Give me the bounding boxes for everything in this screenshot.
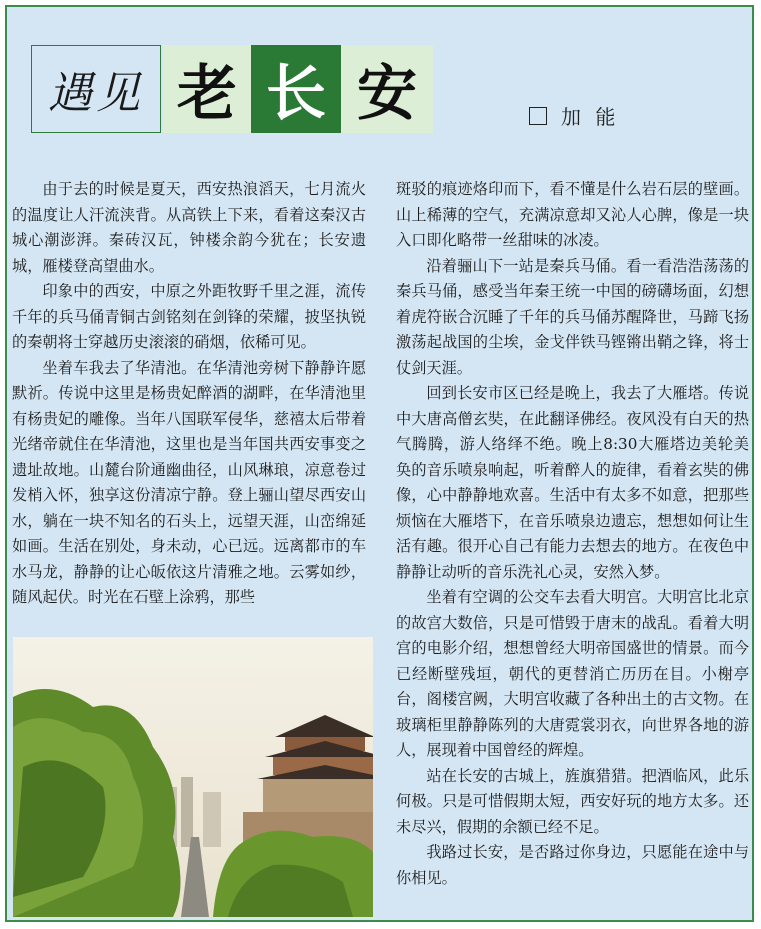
title-text-an: 安 xyxy=(357,59,417,129)
paragraph: 沿着骊山下一站是秦兵马俑。看一看浩浩荡荡的秦兵马俑，感受当年秦王统一中国的磅礴场面，幻想着虎符嵌合沉睡了千年的兵马俑苏醒降世，马蹄飞扬激荡起战国的尘埃，金戈伴铁马铿锵出鞘之锋，将士仗剑天涯。 xyxy=(396,256,749,377)
xian-bell-tower-photo xyxy=(13,637,373,917)
paragraph: 回到长安市区已经是晚上，我去了大雁塔。传说中大唐高僧玄奘，在此翻译佛经。夜风没有白天的热气腾腾，游人络绎不绝。晚上8:30大雁塔边美轮美奂的音乐喷泉响起，听着醉人的旋律，看着玄奘的佛像，心中静静地欢喜。生活中有太多不如意，把那些烦恼在大雁塔下，在音乐喷泉边遗忘，想想如何让生活有趣。很开心自己有能力去想去的地方。在夜色中静静让动听的音乐洗礼心灵，安然入梦。 xyxy=(396,384,749,581)
paragraph: 印象中的西安，中原之外距牧野千里之涯，流传千年的兵马俑青铜古剑铭刻在剑锋的荣耀，披坚执锐的秦朝将士穿越历史滚滚的硝烟，依稀可见。 xyxy=(12,282,366,351)
title-text-yujian: 遇见 xyxy=(48,68,144,119)
paragraph: 坐着有空调的公交车去看大明宫。大明宫比北京的故宫大数倍，只是可惜毁于唐末的战乱。看着大明宫的电影介绍，想想曾经大明帝国盛世的情景。而今已经断壁残垣，朝代的更替消亡历历在目。小榭亭台，阁楼宫阙，大明宫收藏了各种出土的古文物。在玻璃柜里静静陈列的大唐霓裳羽衣，向世界各地的游人，展现着中国曾经的辉煌。 xyxy=(396,588,749,759)
square-bullet-icon xyxy=(529,107,547,125)
title-char-lao xyxy=(163,45,251,133)
paragraph: 坐着车我去了华清池。在华清池旁树下静静许愿默祈。传说中这里是杨贵妃醉酒的湖畔，在华清池里有杨贵妃的雕像。当年八国联军侵华，慈禧太后带着光绪帝就住在华清池，这里也是当年国共西安事变之遗址故地。山麓台阶通幽曲径，山风琳琅，凉意卷过发梢入怀，独享这份清凉宁静。登上骊山望尽西安山水，躺在一块不知名的石头上，远望天涯，山峦绵延如画。生活在别处，身未动，心已远。远离都市的车水马龙，静静的让心皈依这片清雅之地。云雾如纱，随风起伏。时光在石壁上涂鸦，那些 xyxy=(12,358,366,606)
author-byline xyxy=(529,101,619,130)
magazine-page xyxy=(5,5,754,922)
title-text-lao: 老 xyxy=(177,59,237,129)
author-name: 加 能 xyxy=(561,105,620,129)
title-part-yujian xyxy=(31,45,161,133)
title-char-an xyxy=(341,45,433,133)
paragraph-continuation: 斑驳的痕迹烙印而下，看不懂是什么岩石层的壁画。山上稀薄的空气，充满凉意却又沁人心脾，像是一块入口即化略带一丝甜味的冰凌。 xyxy=(396,180,749,249)
photo-illustration xyxy=(13,637,373,917)
left-column xyxy=(12,177,366,611)
paragraph: 由于去的时候是夏天，西安热浪滔天，七月流火的温度让人汗流浃背。从高铁上下来，看着这秦汉古城心潮澎湃。秦砖汉瓦，钟楼余韵今犹在；长安遗城，雁楼登高望曲水。 xyxy=(12,180,366,275)
right-column xyxy=(396,177,749,891)
title-char-chang xyxy=(251,45,341,133)
paragraph: 我路过长安，是否路过你身边，只愿能在途中与你相见。 xyxy=(396,843,749,887)
title-text-chang: 长 xyxy=(266,59,326,129)
paragraph: 站在长安的古城上，旌旗猎猎。把酒临风，此乐何极。只是可惜假期太短，西安好玩的地方太多。还未尽兴，假期的余额已经不足。 xyxy=(396,766,749,836)
